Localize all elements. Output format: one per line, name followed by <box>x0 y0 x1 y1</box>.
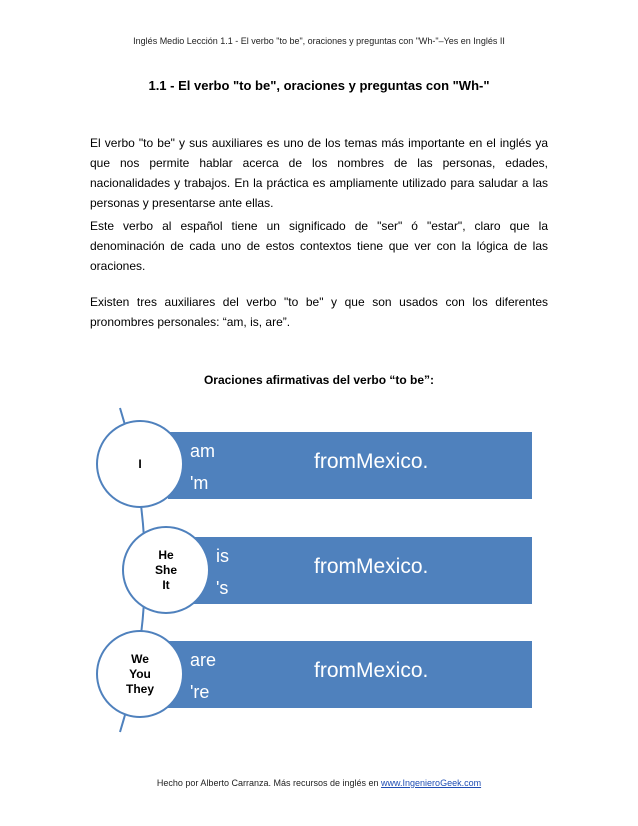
pronoun-circle-he-she-it <box>122 526 210 614</box>
page-title: 1.1 - El verbo "to be", oraciones y preguntas con "Wh-" <box>148 78 490 93</box>
predicate-text: fromMexico. <box>314 659 429 682</box>
page-header: Inglés Medio Lección 1.1 - El verbo "to be", oraciones y preguntas con "Wh-"–Yes en Inglés II <box>133 36 505 46</box>
aux-short: 's <box>216 578 229 598</box>
pronoun-circle-we-you-they <box>96 630 184 718</box>
aux-full: are <box>190 650 217 670</box>
pronoun-circle-i <box>96 420 184 508</box>
aux-full: is <box>216 546 229 566</box>
section-subtitle: Oraciones afirmativas del verbo “to be”: <box>203 373 435 387</box>
diagram-row-i <box>168 432 532 499</box>
aux-short: 're <box>190 682 210 702</box>
footer-text: Hecho por Alberto Carranza. Más recursos de inglés en <box>156 778 382 788</box>
aux-short: 'm <box>190 473 209 493</box>
diagram-row-we-you-they <box>168 641 532 708</box>
pronoun-text: We You They <box>125 651 154 696</box>
intro-paragraph: El verbo "to be" y sus auxiliares es uno de los temas más importante en el inglés ya que nos permite hablar acerca de los nombres de las personas, edades, nacionalidades y trabajos. En la práctica es ampliamente utilizado para saludar a las personas y presentarse ante ellas. <box>90 136 548 210</box>
pronoun-text: He She It <box>154 547 177 592</box>
predicate-text: fromMexico. <box>314 450 429 473</box>
aux-full: am <box>190 441 216 461</box>
pronoun-text: I <box>138 456 142 471</box>
predicate-text: fromMexico. <box>314 555 429 578</box>
footer-link[interactable]: www.IngenieroGeek.com <box>381 778 482 788</box>
page-footer <box>0 778 638 788</box>
diagram-row-he-she-it <box>168 537 532 604</box>
auxiliaries-paragraph: Existen tres auxiliares del verbo "to be" y que son usados con los diferentes pronombres personales: “am, is, are”. <box>90 295 548 329</box>
meaning-paragraph: Este verbo al español tiene un significado de "ser" ó "estar", claro que la denominación de cada uno de estos contextos tiene que ver con la lógica de las oraciones. <box>90 219 548 273</box>
